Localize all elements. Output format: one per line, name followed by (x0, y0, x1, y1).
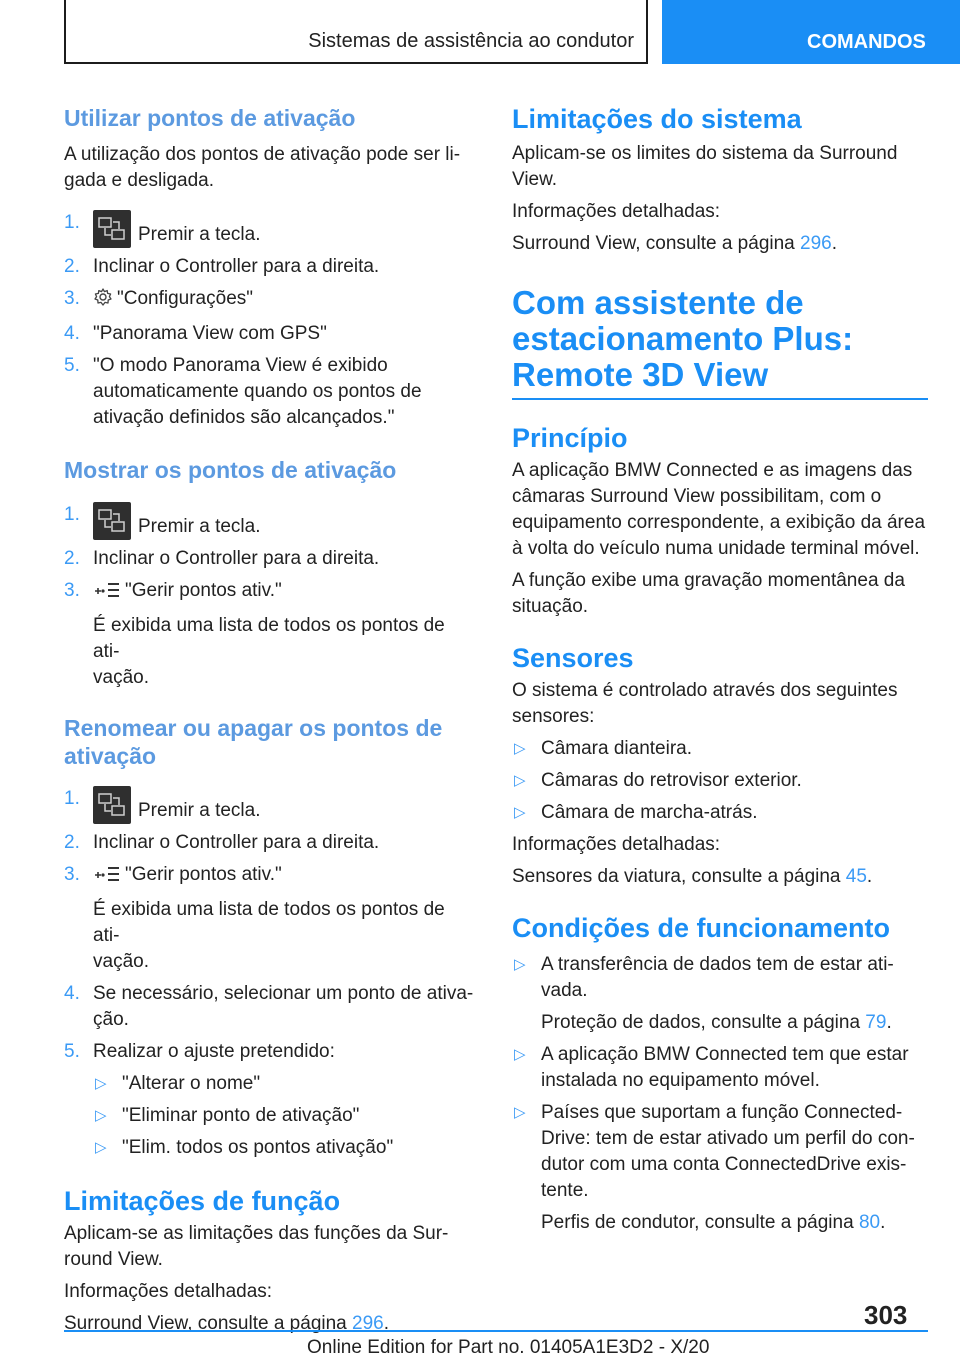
page-link[interactable]: 79 (865, 1012, 887, 1033)
list-item: ▷ "Eliminar ponto de ativação" (93, 1103, 476, 1129)
steps-list-2 (64, 502, 476, 691)
triangle-bullet-icon: ▷ (514, 740, 526, 757)
gear-icon (93, 287, 113, 315)
heading-utilizar-pontos: Utilizar pontos de ativação (64, 105, 356, 131)
left-column (64, 100, 476, 1337)
camera-view-key-icon[interactable] (93, 502, 131, 540)
list-item: ▷ "Elim. todos os pontos ativação" (93, 1135, 476, 1161)
footer-edition: Online Edition for Part no. 01405A1E3D2 - X/20 (307, 1337, 710, 1358)
page-number: 303 (864, 1300, 908, 1330)
list-item: 2. Inclinar o Controller para a direita. (64, 256, 380, 277)
page-reference: Surround View, consulte a página 296. (512, 233, 837, 254)
conditions-list (512, 952, 928, 1236)
header-section-box (64, 0, 648, 64)
manage-points-icon (93, 581, 121, 607)
manage-points-icon (93, 865, 121, 891)
footer-divider (64, 1330, 928, 1332)
paragraph: Aplicam-se as limitações das funções da Sur- round View. (64, 1223, 449, 1270)
triangle-bullet-icon: ▷ (514, 1104, 526, 1121)
paragraph: Informações detalhadas: (64, 1281, 273, 1302)
triangle-bullet-icon: ▷ (514, 1046, 526, 1063)
list-item: 3. "Configurações" (64, 286, 476, 315)
camera-view-key-icon[interactable] (93, 210, 131, 248)
list-item: 4. Se necessário, selecionar um ponto de ativa- ção. (64, 983, 474, 1030)
list-item: 5. "O modo Panorama View é exibido automaticamente quando os pontos de ativação definidos são alcançados." (64, 355, 422, 428)
steps-list-1 (64, 210, 476, 431)
right-column (512, 100, 928, 1236)
list-item: ▷ Países que suportam a função Connected- Drive: tem de estar ativado um perfil do con- dutor com uma conta ConnectedDrive exis- tente. Perfis de condutor, consulte a página 80. (514, 1102, 915, 1233)
triangle-bullet-icon: ▷ (514, 772, 526, 789)
triangle-bullet-icon: ▷ (95, 1107, 107, 1124)
paragraph: Aplicam-se os limites do sistema da Surround View. (512, 143, 898, 190)
heading-limitacoes-sistema: Limitações do sistema (512, 104, 802, 134)
heading-condicoes: Condições de funcionamento (512, 913, 891, 943)
heading-renomear-pontos: Renomear ou apagar os pontos de ativação (64, 715, 443, 769)
intro-text: A utilização dos pontos de ativação pode ser li- gada e desligada. (64, 144, 461, 191)
list-item: 4. "Panorama View com GPS" (64, 323, 327, 344)
main-heading: Com assistente de estacionamento Plus: Remote 3D View (512, 284, 854, 393)
list-item: 3. "Gerir pontos ativ." É exibida uma lista de todos os pontos de ati- vação. (64, 864, 445, 972)
list-item: ▷ Câmaras do retrovisor exterior. (512, 768, 928, 794)
paragraph: A função exibe uma gravação momentânea da situação. (512, 570, 905, 617)
heading-principio: Princípio (512, 423, 628, 453)
header-tab-comandos[interactable]: COMANDOS (662, 0, 960, 64)
heading-mostrar-pontos: Mostrar os pontos de ativação (64, 457, 397, 483)
list-item: 5. Realizar o ajuste pretendido: ▷ "Alterar o nome" ▷ "Eliminar ponto de ativação" ▷ "Elim. todos os pontos ativação" (64, 1039, 476, 1161)
list-item: ▷ A aplicação BMW Connected tem que estar instalada no equipamento móvel. (514, 1044, 909, 1091)
triangle-bullet-icon: ▷ (514, 956, 526, 973)
page-reference: Surround View, consulte a página 296. (64, 1313, 389, 1334)
list-item: 1. Premir a tecla. (64, 210, 476, 248)
triangle-bullet-icon: ▷ (95, 1139, 107, 1156)
page-link[interactable]: 296 (800, 233, 832, 254)
list-item: ▷ Câmara de marcha-atrás. (512, 800, 928, 826)
list-item: 1. Premir a tecla. (64, 502, 476, 540)
list-item: ▷ A transferência de dados tem de estar ati- vada. Proteção de dados, consulte a página 79. (514, 954, 894, 1033)
page-reference: Sensores da viatura, consulte a página 45. (512, 866, 873, 887)
paragraph: A aplicação BMW Connected e as imagens das câmaras Surround View possibilitam, com o equipamento correspondente, a exibição da área à volta do veículo numa unidade terminal móvel. (512, 460, 926, 559)
heading-divider (512, 398, 928, 400)
page-link[interactable]: 296 (352, 1313, 384, 1334)
camera-view-key-icon[interactable] (93, 786, 131, 824)
list-item: 1. Premir a tecla. (64, 786, 476, 824)
triangle-bullet-icon: ▷ (95, 1075, 107, 1092)
list-item: ▷ Câmara dianteira. (512, 736, 928, 762)
triangle-bullet-icon: ▷ (514, 804, 526, 821)
page-link[interactable]: 45 (845, 866, 867, 887)
paragraph: Informações detalhadas: (512, 201, 721, 222)
paragraph: Informações detalhadas: (512, 834, 721, 855)
sensors-list (512, 736, 928, 826)
heading-limitacoes-funcao: Limitações de função (64, 1186, 341, 1216)
options-list (93, 1071, 476, 1161)
header-section-title: Sistemas de assistência ao condutor (308, 30, 634, 52)
list-item: ▷ "Alterar o nome" (93, 1071, 476, 1097)
page-link[interactable]: 80 (858, 1212, 881, 1233)
list-item: 3. "Gerir pontos ativ." É exibida uma lista de todos os pontos de ati- vação. (64, 580, 445, 688)
list-item: 2. Inclinar o Controller para a direita. (64, 548, 380, 569)
paragraph: O sistema é controlado através dos seguintes sensores: (512, 680, 898, 727)
steps-list-3 (64, 786, 476, 1161)
heading-sensores: Sensores (512, 643, 634, 673)
list-item: 2. Inclinar o Controller para a direita. (64, 832, 380, 853)
